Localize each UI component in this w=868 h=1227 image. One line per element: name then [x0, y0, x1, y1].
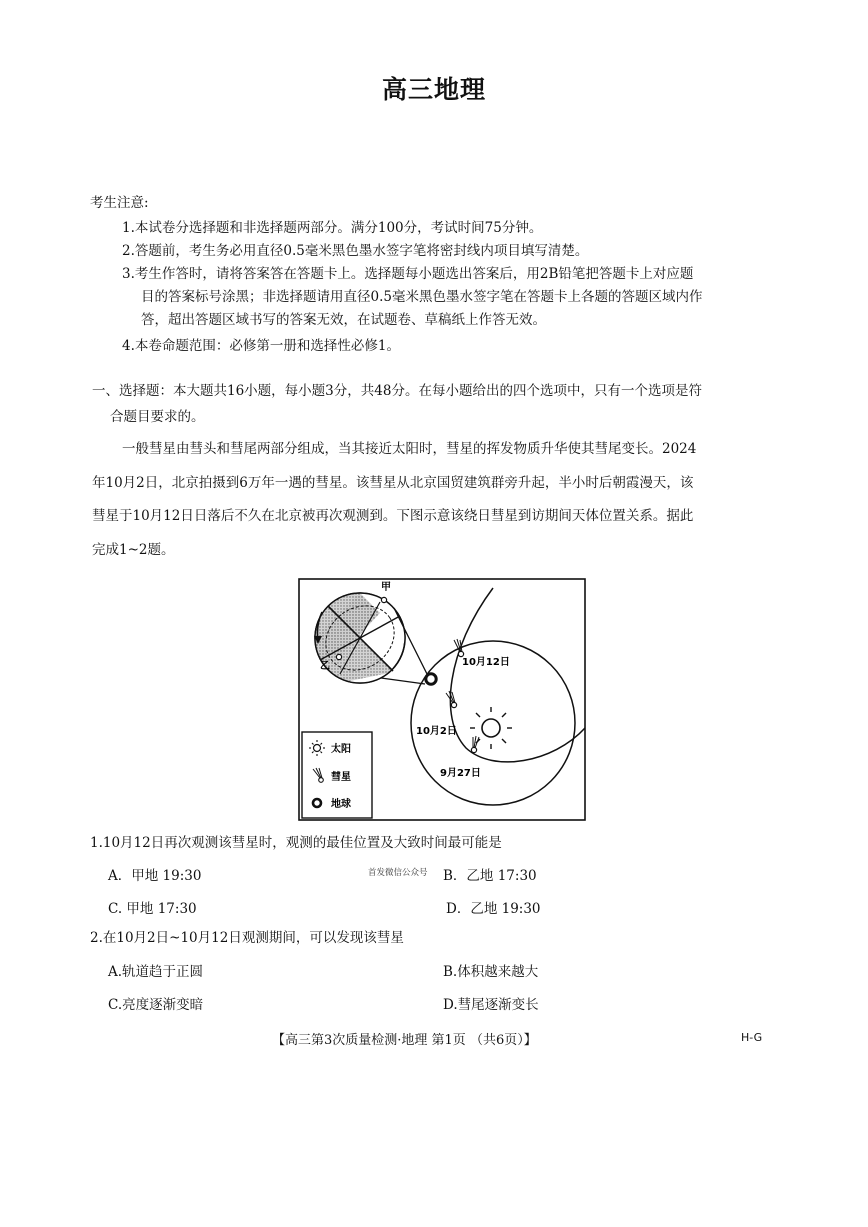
legend-earth-label: 地球 [331, 799, 351, 810]
label-yi: 乙 [320, 661, 330, 672]
q1-stem: 1.10月12日再次观测该彗星时，观测的最佳位置及大致时间最可能是 [90, 835, 502, 851]
label-jia: 甲 [381, 582, 391, 593]
legend-sun-label: 太阳 [331, 744, 351, 755]
passage-line-2: 年10月2日，北京拍摄到6万年一遇的彗星。该彗星从北京国贸建筑群旁升起，半小时后朝霞漫天，该 [92, 475, 694, 491]
notice-item-3: 3.考生作答时，请将答案答在答题卡上。选择题每小题选出答案后，用2B铅笔把答题卡上对应题 [122, 266, 694, 282]
legend-earth-icon [313, 799, 321, 807]
q1-option-c: C. 甲地 17:30 [108, 901, 197, 917]
q1-option-b: B．乙地 17:30 [443, 868, 537, 884]
section-heading-cont: 合题目要求的。 [110, 409, 205, 425]
date-label-927: 9月27日 [440, 768, 481, 779]
date-label-1012: 10月12日 [462, 657, 510, 668]
notice-item-3-cont-1: 目的答案标号涂黑；非选择题请用直径0.5毫米黑色墨水签字笔在答题卡上各题的答题区域内作 [141, 289, 703, 305]
q2-option-d: D.彗尾逐渐变长 [443, 997, 539, 1013]
comet-orbit-figure [298, 578, 586, 821]
q1-option-d: D．乙地 19:30 [446, 901, 541, 917]
q1-option-a: A．甲地 19:30 [108, 868, 202, 884]
legend [302, 732, 372, 818]
footer-code: H-G [741, 1031, 763, 1044]
passage-line-1: 一般彗星由彗头和彗尾两部分组成，当其接近太阳时，彗星的挥发物质升华使其彗尾变长。2024 [122, 441, 697, 457]
section-heading: 一、选择题：本大题共16小题，每小题3分，共48分。在每小题给出的四个选项中，只有一个选项是符 [92, 383, 702, 399]
notice-item-4: 4.本卷命题范围：必修第一册和选择性必修1。 [122, 338, 400, 354]
q2-option-c: C.亮度逐渐变暗 [108, 997, 204, 1013]
watermark-text: 首发微信公众号 [368, 868, 428, 878]
q2-stem: 2.在10月2日~10月12日观测期间，可以发现该彗星 [90, 930, 404, 946]
notice-item-1: 1.本试卷分选择题和非选择题两部分。满分100分，考试时间75分钟。 [122, 220, 543, 236]
q2-option-b: B.体积越来越大 [443, 964, 539, 980]
passage-line-4: 完成1~2题。 [92, 542, 175, 558]
date-label-102: 10月2日 [416, 726, 457, 737]
notice-item-2: 2.答题前，考生务必用直径0.5毫米黑色墨水签字笔将密封线内项目填写清楚。 [122, 243, 589, 259]
q2-option-a: A.轨道趋于正圆 [108, 964, 204, 980]
notice-heading: 考生注意: [90, 195, 149, 211]
passage-line-3: 彗星于10月12日日落后不久在北京被再次观测到。下图示意该绕日彗星到访期间天体位置关系。据此 [92, 508, 694, 524]
notice-item-3-cont-2: 答，超出答题区域书写的答案无效，在试题卷、草稿纸上作答无效。 [141, 312, 546, 328]
page-footer: 【高三第3次质量检测·地理 第1页 （共6页）】 [272, 1033, 537, 1048]
page-title: 高三地理 [381, 75, 486, 104]
legend-comet-label: 彗星 [331, 772, 351, 783]
earth-icon [426, 674, 436, 684]
